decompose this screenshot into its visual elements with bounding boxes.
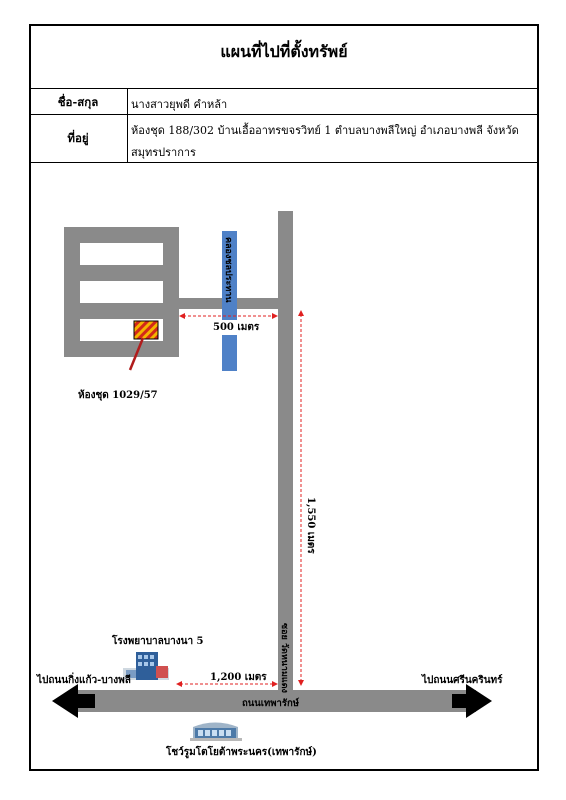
right-arrow-shaft — [452, 694, 478, 708]
right-direction-label: ไปถนนศรีนครินทร์ — [422, 675, 503, 686]
address-line-2: สมุทรปราการ — [131, 146, 196, 159]
distance-1200-label: 1,200 เมตร — [210, 672, 267, 683]
distance-500-label: 500 เมตร — [213, 322, 260, 333]
showroom-label: โชว์รูมโตโยต้าพระนคร(เทพารักษ์) — [166, 747, 317, 758]
showroom-building-icon — [190, 723, 242, 742]
page-title: แผนที่ไปที่ตั้งทรัพย์ — [220, 42, 348, 61]
canal-label: คลองชลประทาน — [223, 237, 233, 303]
address-line-1: ห้องชุด 188/302 บ้านเอื้ออาทรขจรวิทย์ 1 ตำบลบางพลีใหญ่ อำเภอบางพลี จังหวัด — [131, 124, 519, 137]
unit-label: ห้องชุด 1029/57 — [78, 390, 158, 401]
address-label: ที่อยู่ — [67, 131, 89, 145]
main-road-label: ถนนเทพารักษ์ — [242, 698, 299, 709]
apartment-complex — [64, 227, 179, 357]
left-arrow-shaft — [67, 694, 95, 708]
name-label: ชื่อ-สกุล — [57, 95, 99, 109]
distance-1550-label: 1,550 เมตร — [305, 497, 316, 554]
unit-marker — [134, 321, 158, 339]
name-value: นางสาวยุพดี คำหล้า — [131, 98, 228, 111]
hospital-label: โรงพยาบาลบางนา 5 — [112, 636, 204, 647]
left-direction-label: ไปถนนกิ่งแก้ว-บางพลี — [37, 675, 131, 686]
soi-road — [278, 211, 293, 692]
soi-road-label: ซอย วัดหนามแดง — [279, 623, 289, 693]
